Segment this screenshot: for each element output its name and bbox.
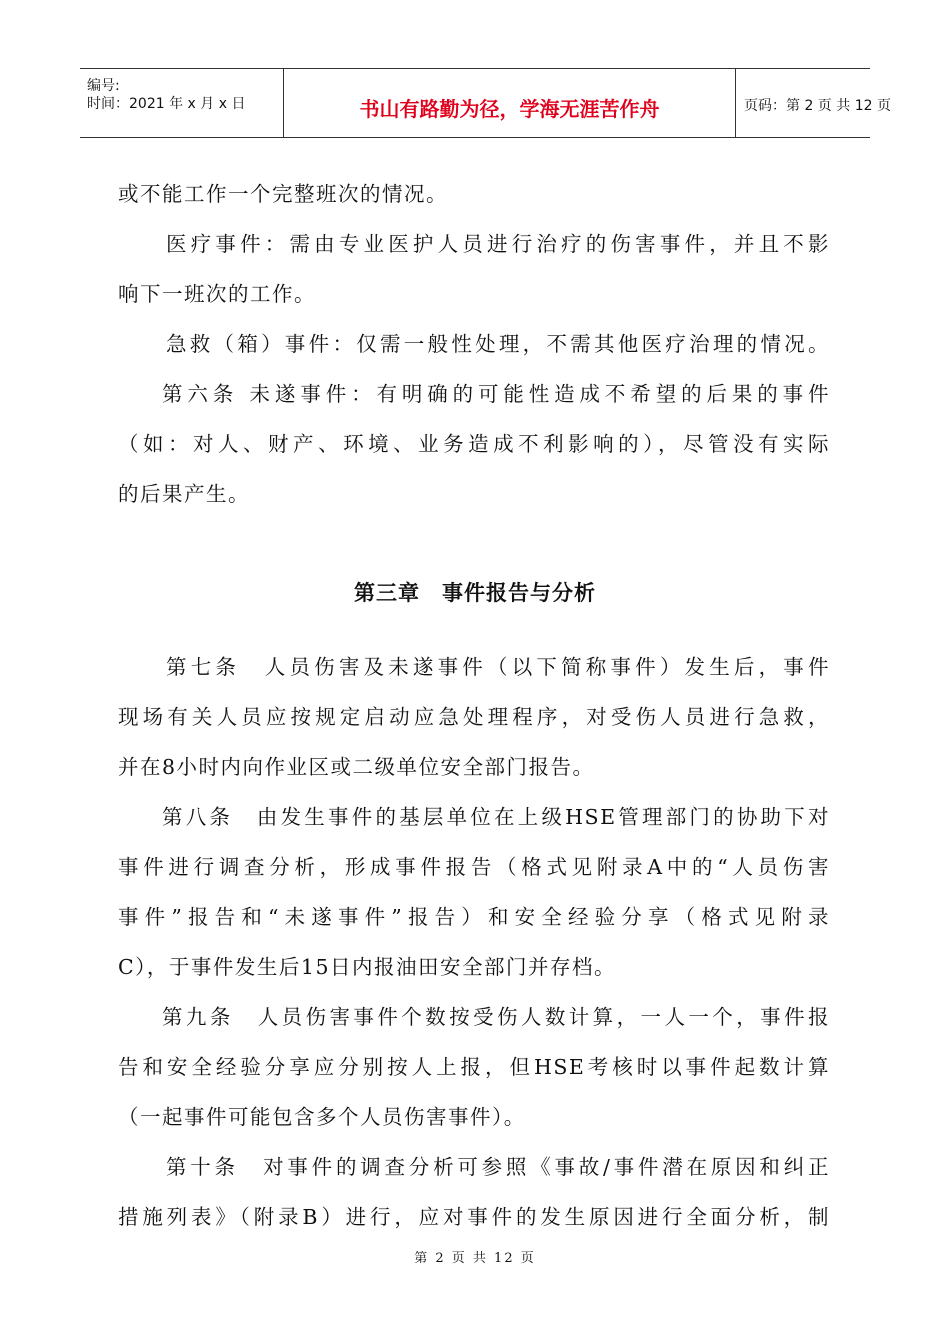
body-line: （一起事件可能包含多个人员伤害事件）。 xyxy=(118,1105,526,1129)
chapter-heading: 第三章 事件报告与分析 xyxy=(354,581,596,605)
header-motto: 书山有路勤为径，学海无涯苦作舟 xyxy=(359,97,660,121)
document-number-label: 编号: xyxy=(87,78,120,94)
body-line: 响下一班次的工作。 xyxy=(118,282,316,306)
document-time-label: 时间：2021 年 x 月 x 日 xyxy=(87,96,246,112)
body-line: 告和安全经验分享应分别按人上报，但HSE考核时以事件起数计算 xyxy=(118,1055,830,1079)
body-line: 的后果产生。 xyxy=(118,482,250,506)
body-line: 现场有关人员应按规定启动应急处理程序，对受伤人员进行急救， xyxy=(118,705,830,729)
body-line: 急救（箱）事件：仅需一般性处理，不需其他医疗治理的情况。 xyxy=(166,332,830,356)
body-line: （如：对人、财产、环境、业务造成不利影响的），尽管没有实际 xyxy=(118,432,830,456)
body-line: 第六条 未遂事件：有明确的可能性造成不希望的后果的事件 xyxy=(162,382,830,406)
header-page-info: 页码：第 2 页 共 12 页 xyxy=(744,98,891,114)
body-line: 第九条 人员伤害事件个数按受伤人数计算，一人一个，事件报 xyxy=(162,1005,830,1029)
body-line: 第七条 人员伤害及未遂事件（以下简称事件）发生后，事件 xyxy=(166,655,830,679)
body-line: 第十条 对事件的调查分析可参照《事故/事件潜在原因和纠正 xyxy=(166,1155,830,1179)
page-header xyxy=(80,68,891,138)
body-line: 事件进行调查分析，形成事件报告（格式见附录A中的“人员伤害 xyxy=(118,855,830,879)
body-line: 事件”报告和“未遂事件”报告）和安全经验分享（格式见附录 xyxy=(118,905,830,929)
body-line: 或不能工作一个完整班次的情况。 xyxy=(118,182,448,206)
body-line: 医疗事件：需由专业医护人员进行治疗的伤害事件，并且不影 xyxy=(166,232,830,256)
page-footer: 第 2 页 共 12 页 xyxy=(414,1251,536,1266)
body-line: 措施列表》（附录B）进行，应对事件的发生原因进行全面分析，制 xyxy=(118,1205,830,1229)
header-page-cell xyxy=(736,69,891,137)
header-motto-cell xyxy=(283,69,736,137)
header-meta-cell xyxy=(80,69,283,137)
body-line: 第八条 由发生事件的基层单位在上级HSE管理部门的协助下对 xyxy=(162,805,830,829)
body-line: C），于事件发生后15日内报油田安全部门并存档。 xyxy=(118,955,617,979)
body-line: 并在8小时内向作业区或二级单位安全部门报告。 xyxy=(118,755,595,779)
